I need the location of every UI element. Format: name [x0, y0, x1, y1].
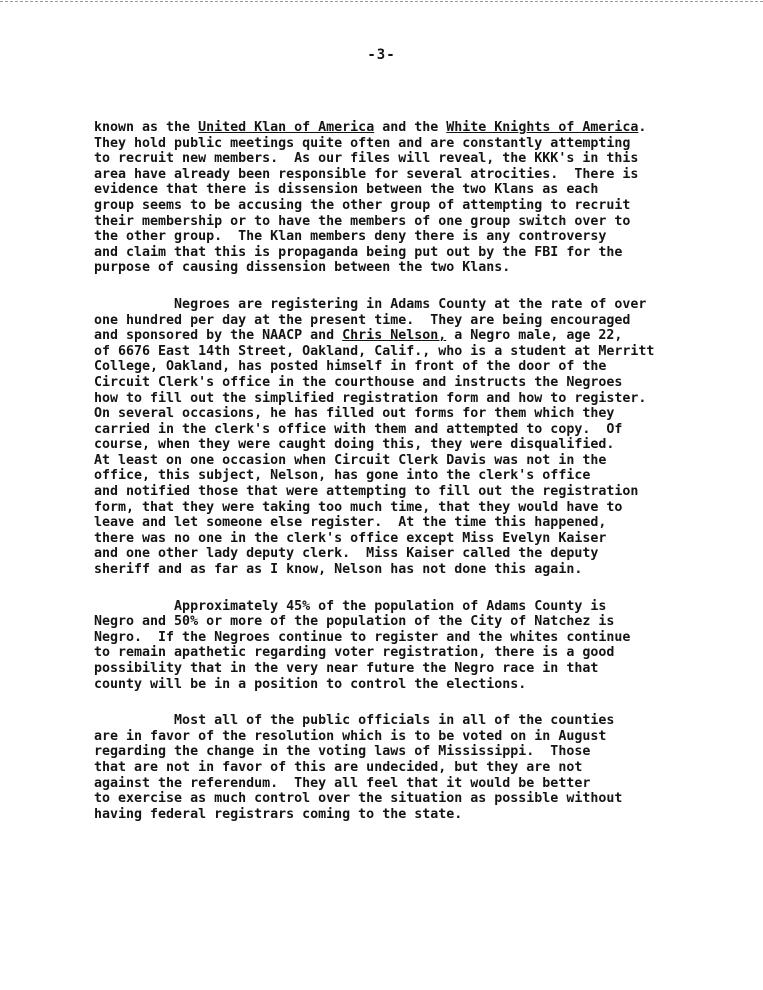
text-run: that are not in favor of this are undecided, but they are not — [94, 759, 583, 775]
text-line — [94, 229, 719, 245]
paragraph — [94, 599, 719, 693]
text-line — [94, 776, 719, 792]
text-run: to exercise as much control over the situation as possible without — [94, 791, 623, 807]
text-run: At least on one occasion when Circuit Clerk Davis was not in the — [94, 452, 607, 468]
text-run: carried in the clerk's office with them and attempted to copy. Of — [94, 421, 623, 437]
text-line — [94, 500, 719, 516]
text-run: and notified those that were attempting to fill out the registration — [94, 484, 639, 500]
text-line — [94, 791, 719, 807]
paragraph — [94, 297, 719, 578]
text-line — [94, 562, 719, 578]
text-line — [94, 437, 719, 453]
text-run: and one other lady deputy clerk. Miss Kaiser called the deputy — [94, 546, 599, 562]
paragraph — [94, 713, 719, 822]
text-line — [94, 614, 719, 630]
text-line — [94, 515, 719, 531]
text-run: Most all of the public officials in all of the counties — [94, 713, 615, 729]
underlined-name: United Klan of America — [198, 120, 375, 135]
text-run: course, when they were caught doing this, they were disqualified. — [94, 437, 615, 453]
text-run: there was no one in the clerk's office except Miss Evelyn Kaiser — [94, 530, 607, 546]
text-line — [94, 359, 719, 375]
text-line — [94, 422, 719, 438]
text-line — [94, 599, 719, 615]
text-run: of 6676 East 14th Street, Oakland, Calif., who is a student at Merritt — [94, 343, 655, 359]
text-run: On several occasions, he has filled out forms for them which they — [94, 406, 615, 422]
text-run: Negro and 50% or more of the population of the City of Natchez is — [94, 614, 615, 630]
text-line — [94, 661, 719, 677]
text-line — [94, 484, 719, 500]
text-line — [94, 677, 719, 693]
text-run: Circuit Clerk's office in the courthouse and instructs the Negroes — [94, 374, 623, 390]
text-run: evidence that there is dissension between the two Klans as each — [94, 182, 599, 198]
text-run: their membership or to have the members of one group switch over to — [94, 213, 631, 229]
text-run: . — [638, 120, 647, 135]
text-line — [94, 375, 719, 391]
text-line — [94, 468, 719, 484]
paragraph — [94, 120, 719, 276]
text-line — [94, 729, 719, 745]
text-line — [94, 406, 719, 422]
underlined-name: Chris Nelson, — [342, 328, 447, 344]
text-run: and the — [374, 120, 447, 135]
text-line — [94, 391, 719, 407]
text-run: and sponsored by the NAACP and — [94, 328, 343, 344]
text-line — [94, 328, 719, 344]
text-run: and claim that this is propaganda being put out by the FBI for the — [94, 244, 623, 260]
text-run: sheriff and as far as I know, Nelson has not done this again. — [94, 562, 583, 578]
text-line — [94, 744, 719, 760]
text-line — [94, 645, 719, 661]
text-run: They hold public meetings quite often and are constantly attempting — [94, 135, 631, 151]
page-number: -3- — [367, 47, 396, 63]
text-run: how to fill out the simplified registration form and how to register. — [94, 390, 647, 406]
text-run: College, Oakland, has posted himself in front of the door of the — [94, 359, 607, 375]
text-run: against the referendum. They all feel that it would be better — [94, 775, 591, 791]
text-line — [94, 807, 719, 823]
text-line — [94, 760, 719, 776]
text-line — [94, 151, 719, 167]
text-line — [94, 182, 719, 198]
text-line — [94, 214, 719, 230]
text-line — [94, 120, 719, 136]
text-line — [94, 167, 719, 183]
text-line — [94, 297, 719, 313]
text-run: form, that they were taking too much time, that they would have to — [94, 499, 623, 515]
text-run: regarding the change in the voting laws of Mississippi. Those — [94, 744, 591, 760]
text-line — [94, 313, 719, 329]
text-run: office, this subject, Nelson, has gone into the clerk's office — [94, 468, 591, 484]
text-run: area have already been responsible for several atrocities. There is — [94, 166, 639, 182]
text-run: to remain apathetic regarding voter registration, there is a good — [94, 645, 615, 661]
text-line — [94, 198, 719, 214]
text-run: are in favor of the resolution which is to be voted on in August — [94, 728, 607, 744]
document-body — [94, 120, 719, 843]
text-line — [94, 546, 719, 562]
text-run: Negroes are registering in Adams County at the rate of over — [94, 296, 647, 312]
text-run: the other group. The Klan members deny there is any controversy — [94, 229, 607, 245]
text-run: known as the — [94, 120, 199, 135]
text-run: to recruit new members. As our files will reveal, the KKK's in this — [94, 151, 639, 167]
underlined-name: White Knights of America — [446, 120, 639, 135]
page-top-border — [0, 1, 763, 2]
text-line — [94, 453, 719, 469]
text-line — [94, 713, 719, 729]
text-line — [94, 630, 719, 646]
text-run: a Negro male, age 22, — [446, 328, 623, 344]
text-line — [94, 260, 719, 276]
text-line — [94, 245, 719, 261]
text-run: purpose of causing dissension between the two Klans. — [94, 260, 511, 276]
text-line — [94, 344, 719, 360]
text-run: Negro. If the Negroes continue to register and the whites continue — [94, 629, 631, 645]
text-run: leave and let someone else register. At the time this happened, — [94, 515, 607, 531]
text-line — [94, 531, 719, 547]
text-run: having federal registrars coming to the state. — [94, 806, 463, 822]
text-run: county will be in a position to control the elections. — [94, 676, 527, 692]
text-run: group seems to be accusing the other group of attempting to recruit — [94, 197, 631, 213]
text-run: one hundred per day at the present time. They are being encouraged — [94, 312, 631, 328]
text-run: possibility that in the very near future the Negro race in that — [94, 661, 599, 676]
text-run: Approximately 45% of the population of Adams County is — [94, 598, 607, 614]
text-line — [94, 136, 719, 152]
